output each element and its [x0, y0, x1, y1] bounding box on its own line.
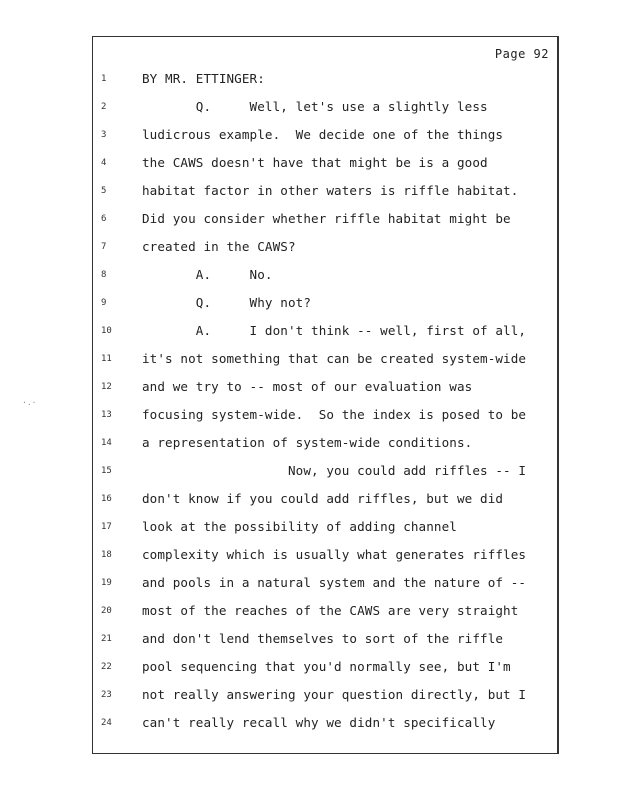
line-text: Now, you could add riffles -- I — [142, 463, 527, 478]
line-number: 15 — [101, 466, 112, 476]
transcript-line — [93, 462, 560, 482]
transcript-line — [93, 98, 560, 118]
transcript-line — [93, 714, 560, 734]
line-number: 23 — [101, 690, 112, 700]
transcript-line — [93, 182, 560, 202]
transcript-line — [93, 378, 560, 398]
line-number: 19 — [101, 578, 112, 588]
line-text: created in the CAWS? — [142, 239, 296, 254]
transcript-line — [93, 154, 560, 174]
transcript-line — [93, 574, 560, 594]
line-number: 10 — [101, 326, 112, 336]
transcript-line — [93, 546, 560, 566]
line-number: 22 — [101, 662, 112, 672]
line-number: 13 — [101, 410, 112, 420]
transcript-line — [93, 126, 560, 146]
transcript-line — [93, 630, 560, 650]
line-text: the CAWS doesn't have that might be is a good — [142, 155, 488, 170]
line-number: 24 — [101, 718, 112, 728]
transcript-line — [93, 686, 560, 706]
transcript-line — [93, 294, 560, 314]
line-text: and pools in a natural system and the nature of -- — [142, 575, 527, 590]
line-text: look at the possibility of adding channel — [142, 519, 457, 534]
line-text: Q. Well, let's use a slightly less — [142, 99, 488, 114]
line-text: BY MR. ETTINGER: — [142, 71, 265, 86]
line-text: a representation of system-wide conditions. — [142, 435, 473, 450]
transcript-line — [93, 238, 560, 258]
line-text: Q. Why not? — [142, 295, 312, 310]
line-text: habitat factor in other waters is riffle habitat. — [142, 183, 519, 198]
transcript-line — [93, 434, 560, 454]
line-text: not really answering your question directly, but I — [142, 687, 527, 702]
line-number: 17 — [101, 522, 112, 532]
line-number: 1 — [101, 74, 107, 84]
line-text: it's not something that can be created system-wide — [142, 351, 527, 366]
line-number: 5 — [101, 186, 107, 196]
line-number: 8 — [101, 270, 107, 280]
line-text: A. No. — [142, 267, 273, 282]
line-number: 11 — [101, 354, 112, 364]
line-text: ludicrous example. We decide one of the things — [142, 127, 504, 142]
transcript-line — [93, 322, 560, 342]
line-number: 12 — [101, 382, 112, 392]
transcript-line — [93, 210, 560, 230]
scan-artifact: ·.· — [22, 398, 37, 407]
transcript-line — [93, 658, 560, 678]
line-text: pool sequencing that you'd normally see, but I'm — [142, 659, 511, 674]
transcript-line — [93, 70, 560, 90]
line-text: most of the reaches of the CAWS are very straight — [142, 603, 519, 618]
transcript-line — [93, 350, 560, 370]
line-text: can't really recall why we didn't specifically — [142, 715, 496, 730]
line-number: 18 — [101, 550, 112, 560]
line-number: 6 — [101, 214, 107, 224]
transcript-line — [93, 518, 560, 538]
transcript-page — [92, 36, 559, 754]
line-number: 4 — [101, 158, 107, 168]
line-text: complexity which is usually what generates riffles — [142, 547, 527, 562]
line-text: focusing system-wide. So the index is posed to be — [142, 407, 527, 422]
line-number: 20 — [101, 606, 112, 616]
line-text: A. I don't think -- well, first of all, — [142, 323, 527, 338]
line-number: 2 — [101, 102, 107, 112]
line-number: 14 — [101, 438, 112, 448]
transcript-line — [93, 602, 560, 622]
line-number: 21 — [101, 634, 112, 644]
line-number: 7 — [101, 242, 107, 252]
line-number: 16 — [101, 494, 112, 504]
line-text: don't know if you could add riffles, but we did — [142, 491, 504, 506]
line-number: 9 — [101, 298, 107, 308]
line-text: Did you consider whether riffle habitat might be — [142, 211, 511, 226]
transcript-line — [93, 266, 560, 286]
transcript-line — [93, 406, 560, 426]
line-text: and we try to -- most of our evaluation was — [142, 379, 473, 394]
line-number: 3 — [101, 130, 107, 140]
line-text: and don't lend themselves to sort of the riffle — [142, 631, 504, 646]
transcript-line — [93, 490, 560, 510]
page-number: Page 92 — [494, 47, 549, 61]
